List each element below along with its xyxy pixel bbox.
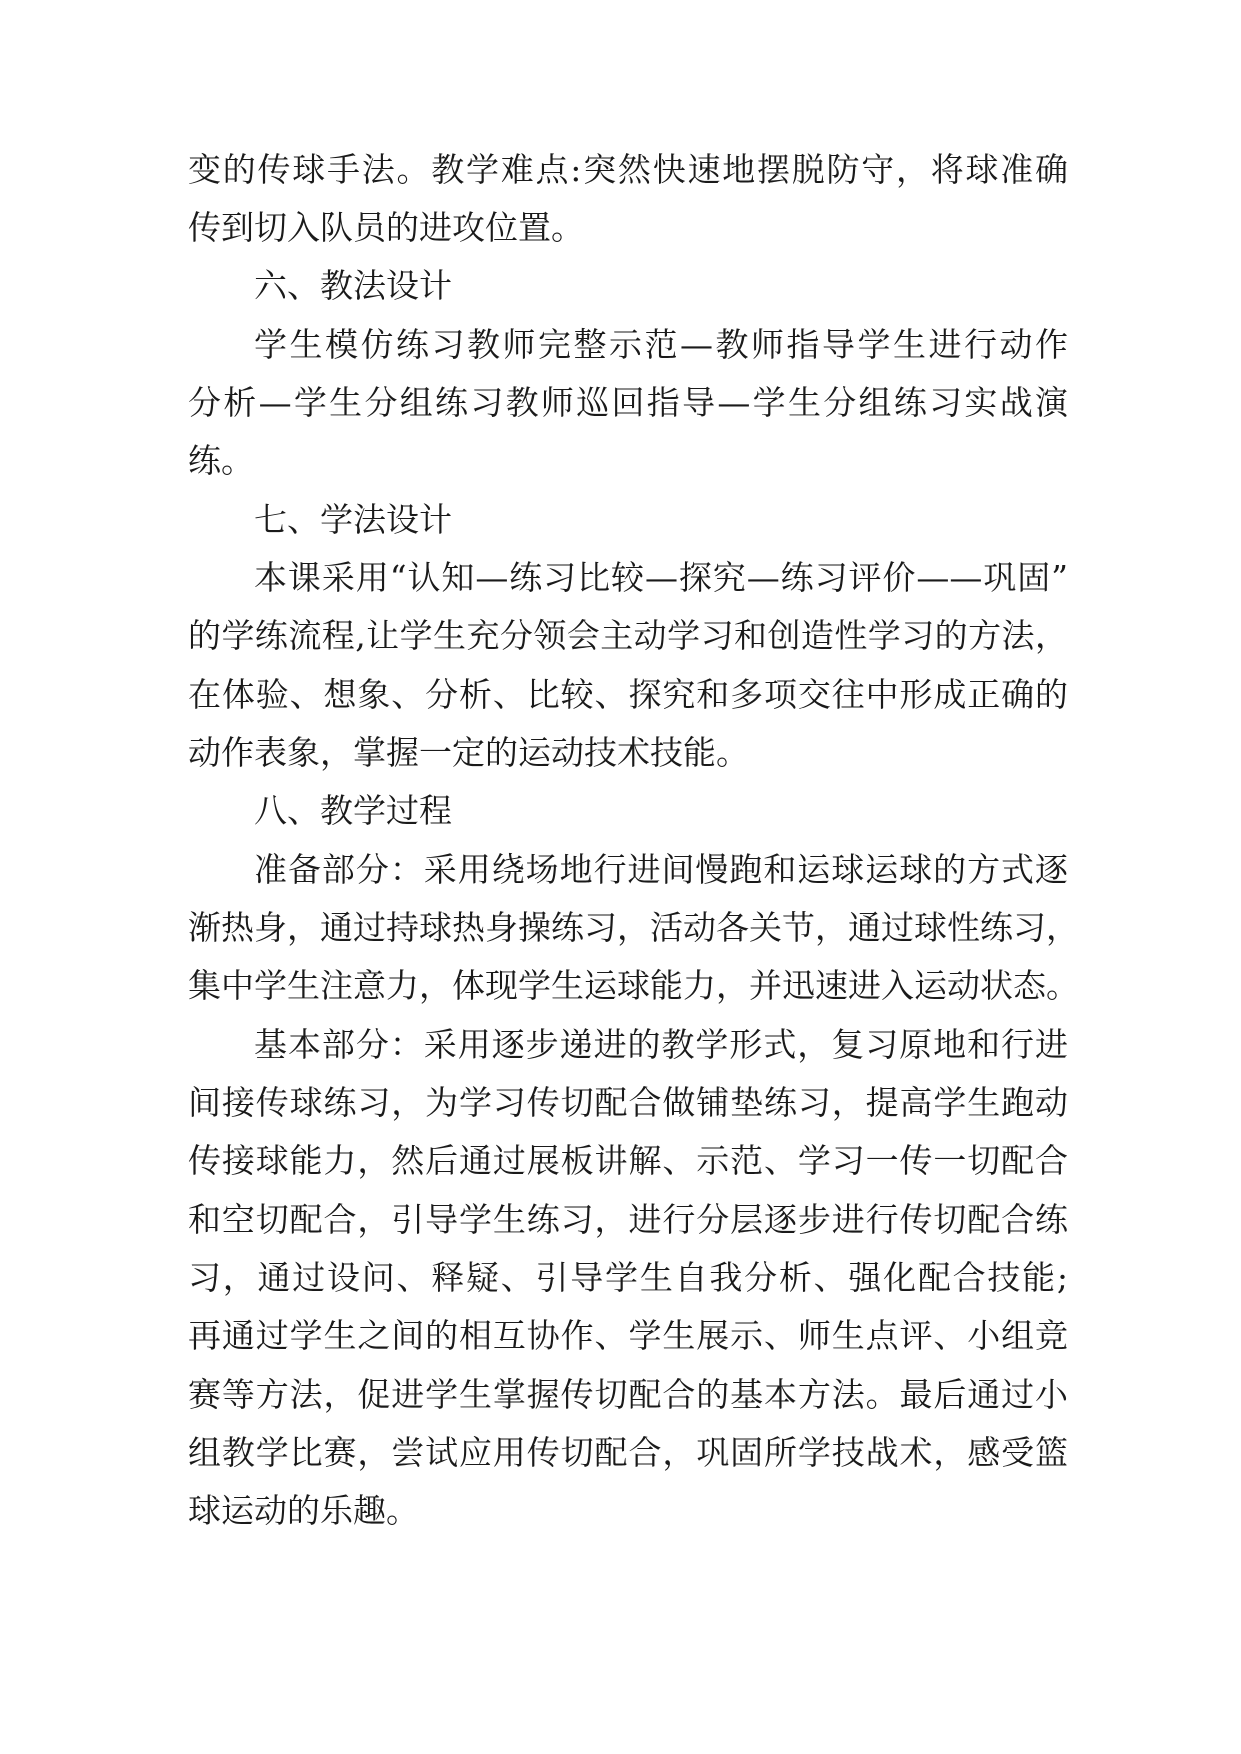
text-line: 在体验、想象、分析、比较、探究和多项交往中形成正确的: [188, 675, 1068, 714]
text-line: 变的传球手法。教学难点:突然快速地摆脱防守，将球准确: [188, 150, 1068, 189]
text-line: 和空切配合，引导学生练习，进行分层逐步进行传切配合练: [188, 1200, 1068, 1239]
text-line: 再通过学生之间的相互协作、学生展示、师生点评、小组竞: [188, 1316, 1068, 1355]
section-heading: 七、学法设计: [254, 500, 452, 539]
text-line: 基本部分：采用逐步递进的教学形式，复习原地和行进: [254, 1025, 1068, 1064]
text-line: 的学练流程,让学生充分领会主动学习和创造性学习的方法，: [188, 616, 1068, 655]
text-line: 赛等方法，促进学生掌握传切配合的基本方法。最后通过小: [188, 1375, 1068, 1414]
text-line: 练。: [188, 441, 254, 480]
section-heading: 八、教学过程: [254, 791, 452, 830]
text-line: 渐热身，通过持球热身操练习，活动各关节，通过球性练习，: [188, 908, 1079, 947]
text-line: 传到切入队员的进攻位置。: [188, 208, 584, 247]
text-line: 准备部分：采用绕场地行进间慢跑和运球运球的方式逐: [254, 850, 1068, 889]
text-line: 传接球能力，然后通过展板讲解、示范、学习一传一切配合: [188, 1141, 1068, 1180]
text-line: 球运动的乐趣。: [188, 1491, 419, 1530]
text-line: 学生模仿练习教师完整示范—教师指导学生进行动作: [254, 325, 1068, 364]
text-line: 组教学比赛，尝试应用传切配合，巩固所学技战术，感受篮: [188, 1433, 1068, 1472]
section-heading: 六、教法设计: [254, 266, 452, 305]
text-line: 动作表象，掌握一定的运动技术技能。: [188, 733, 749, 772]
text-line: 分析—学生分组练习教师巡回指导—学生分组练习实战演: [188, 383, 1068, 422]
text-line: 间接传球练习，为学习传切配合做铺垫练习，提高学生跑动: [188, 1083, 1068, 1122]
text-line: 集中学生注意力，体现学生运球能力，并迅速进入运动状态。: [188, 966, 1079, 1005]
text-line: 习，通过设问、释疑、引导学生自我分析、强化配合技能;: [188, 1258, 1068, 1297]
text-line: 本课采用“认知—练习比较—探究—练习评价——巩固”: [254, 558, 1068, 597]
